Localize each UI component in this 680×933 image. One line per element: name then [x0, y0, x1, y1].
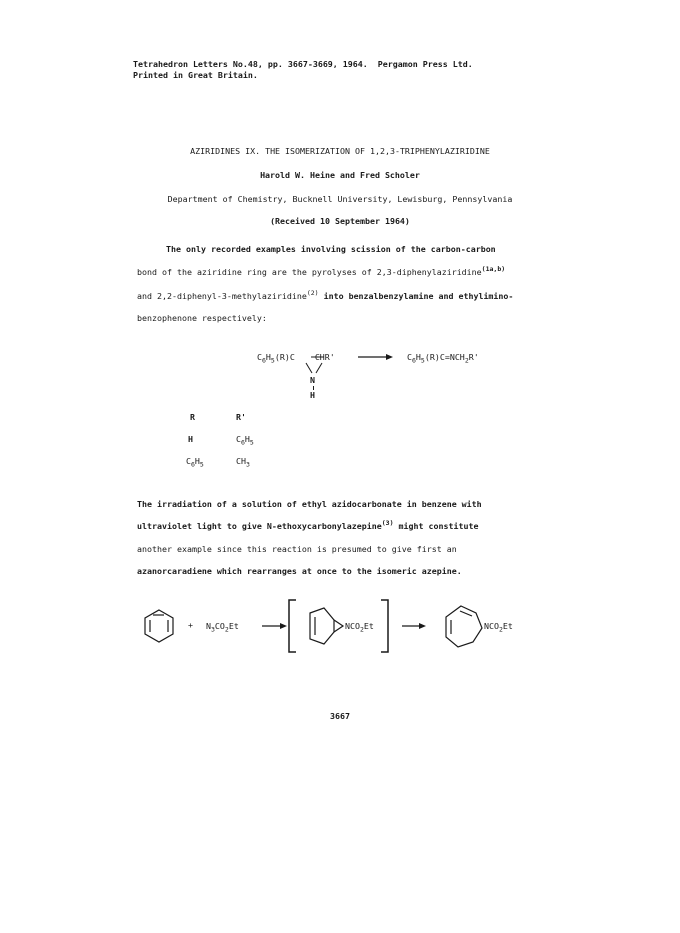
- aziridine-formula: $C_6H_5(R)C$ CHR': [257, 352, 335, 365]
- article-title: AZIRIDINES IX. THE ISOMERIZATION OF 1,2,3-TRIPHENYLAZIRIDINE: [190, 146, 490, 156]
- page-number: 3667: [330, 711, 350, 721]
- benzene-ring: [145, 610, 173, 642]
- table-row1-r: H: [188, 434, 193, 444]
- para1-line4: benzophenone respectively:: [137, 313, 267, 323]
- reference-2: (2): [306, 289, 319, 298]
- imine-formula: $C_6H_5(R)C=NCH_2R'$: [407, 352, 479, 365]
- table-header-r: R: [190, 412, 195, 422]
- article-affiliation: Department of Chemistry, Bucknell University, Lewisburg, Pennsylvania: [167, 194, 513, 204]
- table-header-r-prime: R': [236, 412, 246, 422]
- article-authors: Harold W. Heine and Fred Scholer: [260, 170, 420, 180]
- para2-line2: ultraviolet light to give N-ethoxycarbonylazepine$^{(3)}$ might constitute: [137, 519, 479, 531]
- citation: Tetrahedron Letters No.48, pp. 3667-3669, 1964.: [133, 59, 368, 69]
- para1-line1: The only recorded examples involving scission of the carbon-carbon: [166, 244, 496, 254]
- para2-line3: another example since this reaction is presumed to give first an: [137, 544, 457, 554]
- plus-sign: +: [188, 620, 193, 630]
- journal-header-line2: Printed in Great Britain.: [133, 70, 258, 80]
- right-bracket: [381, 600, 388, 652]
- received-date: (Received 10 September 1964): [270, 216, 410, 226]
- azepine-ring: [446, 606, 482, 647]
- reaction-arrow-2: [262, 623, 287, 629]
- para2-line1: The irradiation of a solution of ethyl azidocarbonate in benzene with: [137, 499, 482, 509]
- nitrogen-atom: N: [310, 375, 315, 385]
- azepine-nco2et-label: $NCO_2Et$: [484, 621, 513, 634]
- reference-1: (1a,b): [481, 265, 506, 274]
- intermediate-nco2et-label: $NCO_2Et$: [345, 621, 374, 634]
- para1-line2: bond of the aziridine ring are the pyrolyses of 2,3-diphenylaziridine$^{(1a,b)}$: [137, 265, 506, 277]
- reference-3: (3): [381, 519, 394, 528]
- left-bracket: [289, 600, 296, 652]
- table-row2-r-prime: $CH_3$: [236, 456, 250, 469]
- publisher: Pergamon Press Ltd.: [377, 59, 473, 69]
- azanorcaradiene-ring: [310, 608, 343, 644]
- table-row2-r: $C_6H_5$: [186, 456, 204, 469]
- para1-line3: and 2,2-diphenyl-3-methylaziridine$^{(2)}$ into benzalbenzylamine and ethylimino-: [137, 289, 514, 301]
- ethyl-azidocarbonate-formula: $N_3CO_2Et$: [206, 621, 239, 634]
- reaction-arrow-3: [402, 623, 426, 629]
- table-row1-r-prime: $C_6H_5$: [236, 434, 254, 447]
- para2-line4: azanorcaradiene which rearranges at once to the isomeric azepine.: [137, 566, 462, 576]
- hydrogen-atom: H: [310, 390, 315, 400]
